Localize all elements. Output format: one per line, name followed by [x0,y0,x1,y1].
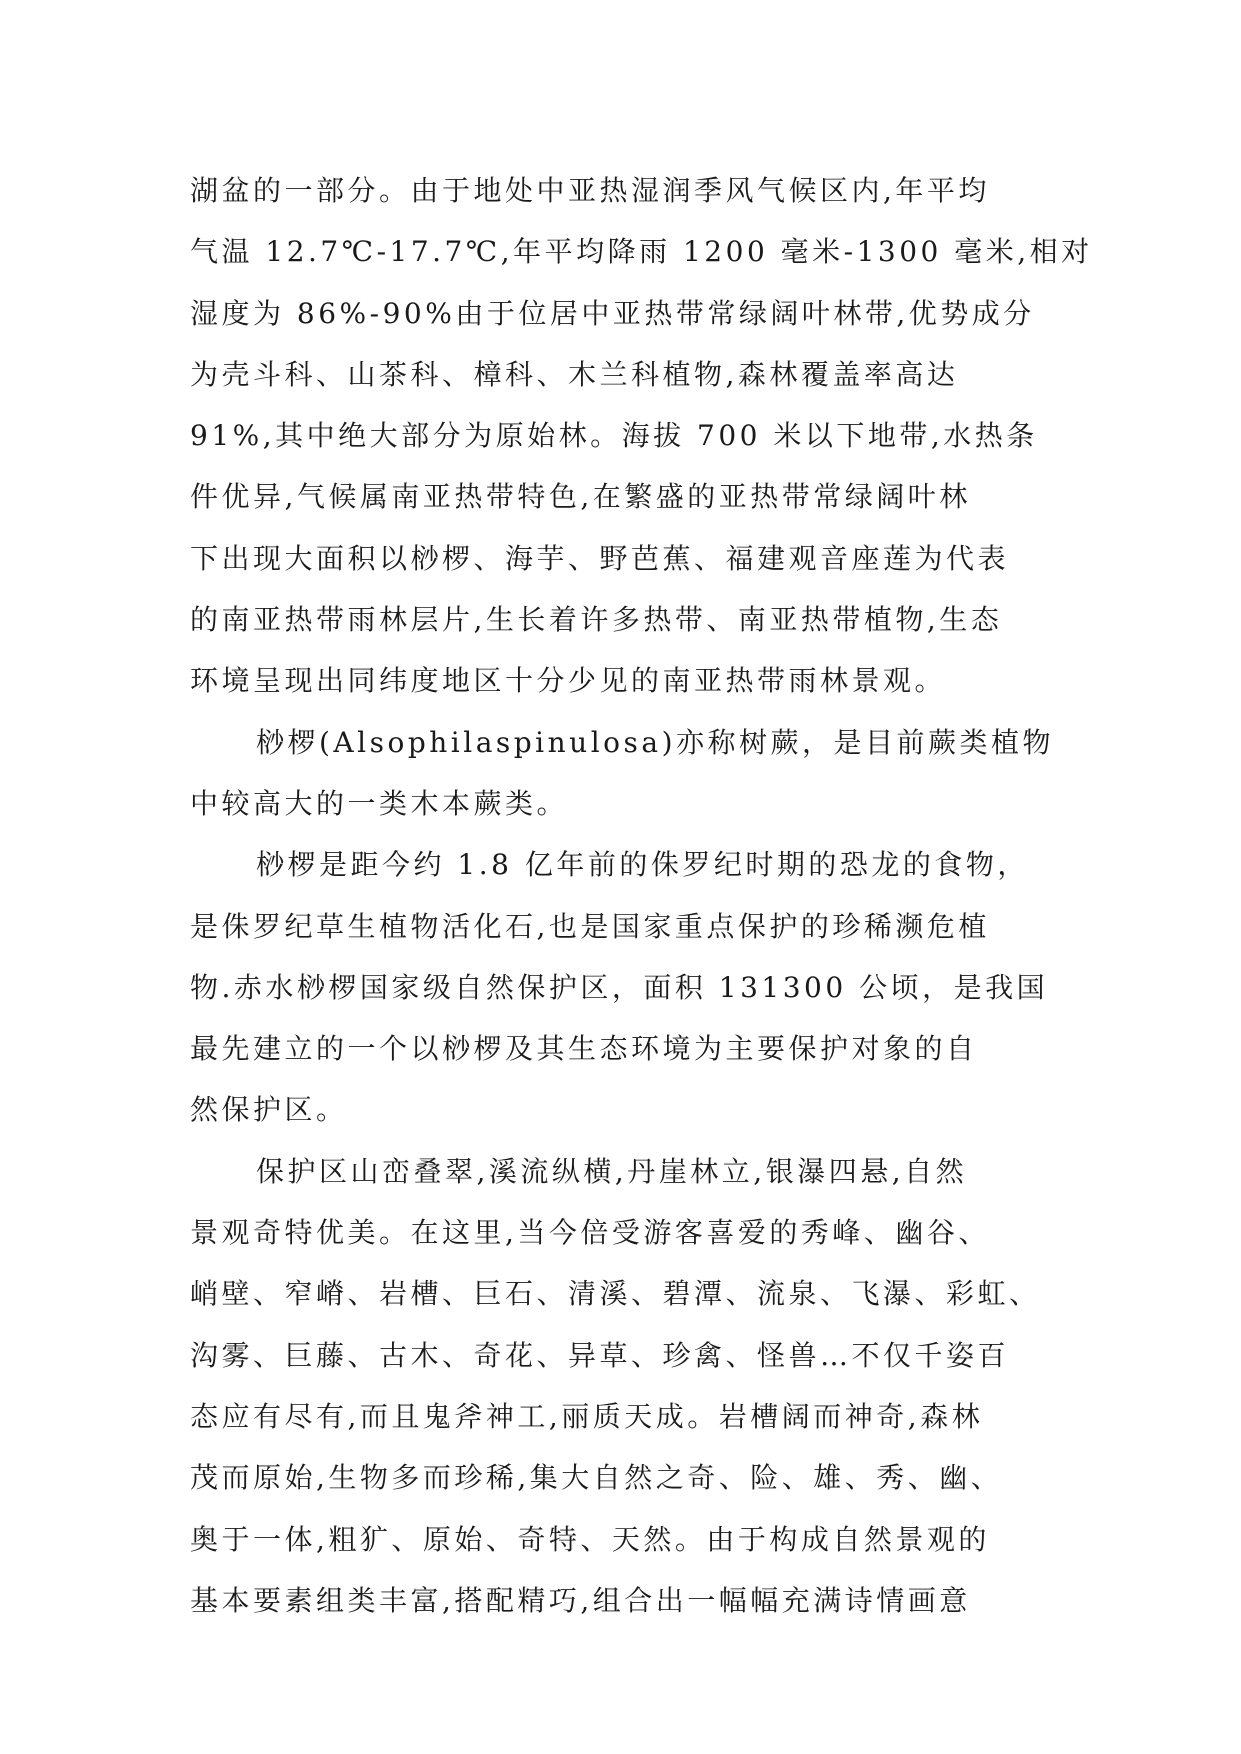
text-line: 基本要素组类丰富,搭配精巧,组合出一幅幅充满诗情画意 [190,1583,971,1617]
text-line: 景观奇特优美。在这里,当今倍受游客喜爱的秀峰、幽谷、 [190,1216,990,1250]
text-line: 态应有尽有,而且鬼斧神工,丽质天成。岩槽阔而神奇,森林 [190,1399,984,1433]
text-line: 峭壁、窄嵴、岩槽、巨石、清溪、碧潭、流泉、飞瀑、彩虹、 [190,1277,1041,1311]
text-line: 湿度为 86%-90%由于位居中亚热带常绿阔叶林带,优势成分 [190,296,1035,330]
text-line: 91%,其中绝大部分为原始林。海拔 700 米以下地带,水热条 [190,419,1038,453]
text-line: 件优异,气候属南亚热带特色,在繁盛的亚热带常绿阔叶林 [190,480,971,514]
text-line: 湖盆的一部分。由于地处中亚热湿润季风气候区内,年平均 [190,174,990,207]
paragraph-first-line: 保护区山峦叠翠,溪流纵横,丹崖林立,银瀑四悬,自然 [256,1154,968,1188]
text-line: 下出现大面积以桫椤、海芋、野芭蕉、福建观音座莲为代表 [190,541,1010,575]
text-line: 然保护区。 [190,1093,348,1127]
text-line: 茂而原始,生物多而珍稀,集大自然之奇、险、雄、秀、幽、 [190,1461,1003,1495]
text-line: 环境呈现出同纬度地区十分少见的南亚热带雨林景观。 [190,664,947,698]
text-line: 气温 12.7℃-17.7℃,年平均降雨 1200 毫米-1300 毫米,相对 [190,235,1093,269]
document-body [190,160,1093,1631]
paragraph-first-line: 桫椤是距今约 1.8 亿年前的侏罗纪时期的恐龙的食物， [256,848,1029,882]
text-line: 中较高大的一类木本蕨类。 [190,786,569,820]
text-line: 为壳斗科、山茶科、樟科、木兰科植物,森林覆盖率高达 [190,357,959,391]
text-line: 最先建立的一个以桫椤及其生态环境为主要保护对象的自 [190,1032,978,1066]
paragraph-first-line: 桫椤(Alsophilaspinulosa)亦称树蕨，是目前蕨类植物 [256,725,1055,759]
text-line: 的南亚热带雨林层片,生长着许多热带、南亚热带植物,生态 [190,603,1003,637]
text-line: 奥于一体,粗犷、原始、奇特、天然。由于构成自然景观的 [190,1522,990,1556]
text-line: 是侏罗纪草生植物活化石,也是国家重点保护的珍稀濒危植 [190,909,990,943]
text-line: 沟雾、巨藤、古木、奇花、异草、珍禽、怪兽…不仅千姿百 [190,1338,1010,1372]
text-line: 物.赤水桫椤国家级自然保护区，面积 131300 公顷，是我国 [190,970,1049,1004]
